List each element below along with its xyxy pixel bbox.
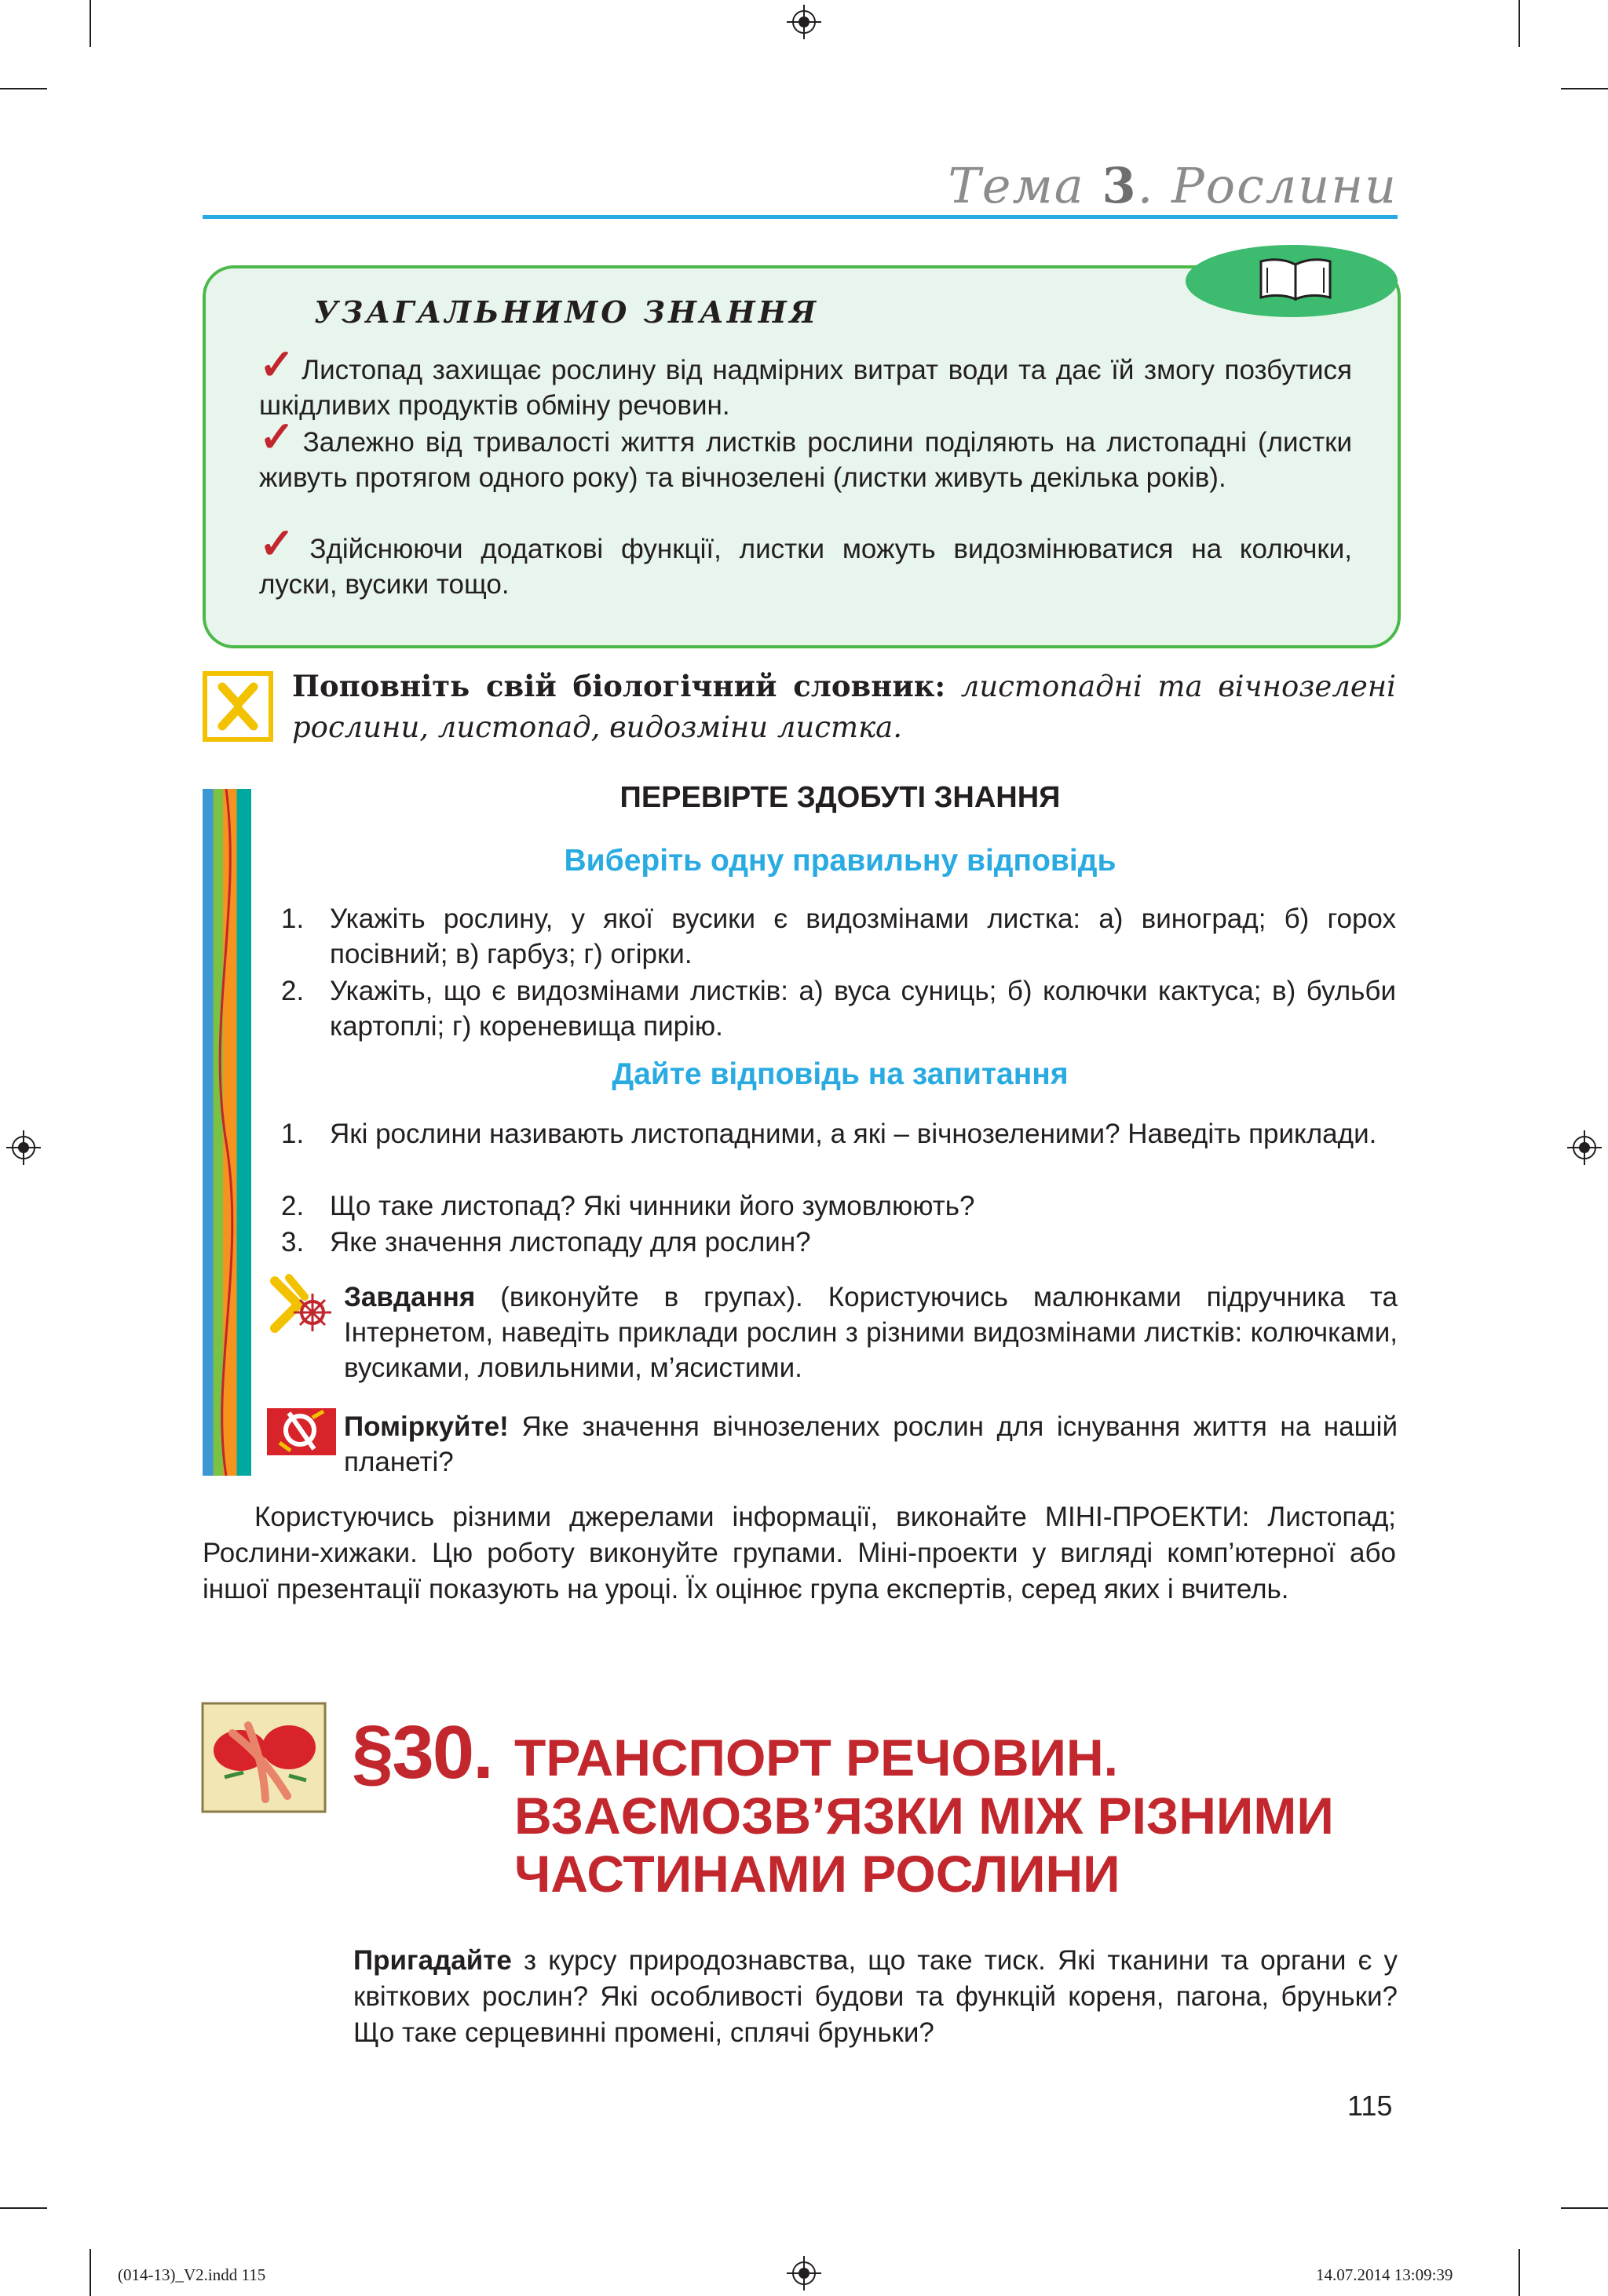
check-title: ПЕРЕВІРТЕ ЗДОБУТІ ЗНАННЯ — [619, 781, 1061, 814]
crop-mark — [1561, 2207, 1608, 2209]
summary-title: УЗАГАЛЬНИМО ЗНАННЯ — [314, 294, 820, 330]
summary-item: ✓ Листопад захищає рослину від надмірних витрат води та дає їй змогу позбутися шкідливих продуктів обміну речовин. — [259, 341, 1352, 421]
list-item: 1. Які рослини називають листопадними, а які – вічнозеленими? Наведіть приклади. — [281, 1119, 1377, 1149]
crop-mark — [0, 2207, 47, 2209]
decorative-stripe-wave — [203, 789, 251, 1476]
vocabulary-note — [292, 666, 1396, 748]
list-item: 2. Що таке листопад? Які чинники його зумовлюють? — [281, 1191, 975, 1221]
slug-file: (014-13)_V2.indd 115 — [118, 2265, 266, 2284]
choose-heading: Виберіть одну правильну відповідь — [564, 844, 1116, 878]
header-rule — [203, 215, 1398, 219]
section-title-line: ЧАСТИНАМИ РОСЛИНИ — [514, 1845, 1120, 1903]
slug-date: 14.07.2014 13:09:39 — [1316, 2265, 1453, 2284]
vocabulary-terms: листопадні та вічнозелені рослини, листопад, видозміни листка. — [292, 670, 1396, 744]
group-task: Завдання (виконуйте в групах). Користуючись малюнками підручника та Інтернетом, наведіть приклади рослин з різними видозмінами листків: колючками, вусиками, ловильними, м’ясистими. — [344, 1282, 1398, 1383]
check-icon: ✓ — [259, 520, 305, 568]
recall-label: Пригадайте — [353, 1945, 512, 1976]
summary-item: ✓ Здійснюючи додаткові функції, листки можуть видозмінюватися на колючки, луски, вусики тощо. — [259, 520, 1352, 600]
topic-header — [864, 157, 1398, 214]
list-item: 2. Укажіть, що є видозмінами листків: а) вуса суниць; б) колючки кактуса; в) бульби картоплі; г) кореневища пирію. — [281, 976, 1396, 1042]
registration-mark-icon — [787, 2256, 821, 2291]
list-item: 1. Укажіть рослину, у якої вусики є видозмінами листка: а) виноград; б) горох посівний; в) гарбуз; г) огірки. — [281, 903, 1396, 969]
crop-mark — [1518, 0, 1520, 47]
registration-mark-icon — [1567, 1130, 1602, 1165]
group-task-icon — [267, 1272, 333, 1338]
topic-number: 3 — [1102, 157, 1138, 214]
crop-mark — [90, 2249, 91, 2296]
dictionary-icon — [203, 671, 273, 742]
think-icon — [265, 1407, 338, 1457]
think-label: Поміркуйте! — [344, 1411, 509, 1442]
crop-mark — [0, 88, 47, 89]
project-paragraph: Користуючись різними джерелами інформації, виконайте МІНІ-ПРОЕКТИ: Листопад; Рослини-хижаки. Цю роботу виконуйте групами. Міні-проекти у вигляді комп’ютерної або іншої презентації показують на уроці. Їх оцінює група експертів, серед яких і вчитель. — [203, 1502, 1396, 1604]
topic-name: . Рослини — [1137, 157, 1398, 214]
section-title — [514, 1728, 1378, 1903]
section-title-line: ТРАНСПОРТ РЕЧОВИН. — [514, 1728, 1118, 1787]
check-icon: ✓ — [259, 341, 298, 389]
registration-mark-icon — [787, 5, 821, 39]
page-number: 115 — [1347, 2090, 1393, 2122]
answer-heading: Дайте відповідь на запитання — [612, 1057, 1069, 1091]
list-item: 3. Яке значення листопаду для рослин? — [281, 1227, 811, 1258]
book-icon — [1256, 255, 1335, 304]
flower-illustration — [201, 1702, 327, 1813]
registration-mark-icon — [6, 1130, 41, 1165]
crop-mark — [1561, 88, 1608, 89]
recall-paragraph: Пригадайте з курсу природознавства, що таке тиск. Які тканини та органи є у квіткових рослин? Які особливості будови та функцій кореня, пагона, бруньки? Що таке серцевинні промені, сплячі бруньки? — [353, 1945, 1398, 2048]
section-number: §30. — [352, 1710, 492, 1794]
crop-mark — [90, 0, 91, 47]
check-icon: ✓ — [259, 414, 298, 461]
crop-mark — [1518, 2249, 1520, 2296]
vocabulary-lead: Поповніть свій біологічний словник: — [292, 669, 946, 703]
summary-item: ✓ Залежно від тривалості життя листків рослини поділяють на листопадні (листки живуть протягом одного року) та вічнозелені (листки живуть декілька років). — [259, 414, 1352, 493]
topic-prefix: Тема — [948, 157, 1085, 214]
task-label: Завдання — [344, 1282, 476, 1312]
section-title-line: ВЗАЄМОЗВ’ЯЗКИ МІЖ РІЗНИМИ — [514, 1787, 1334, 1845]
think-task: Поміркуйте! Яке значення вічнозелених рослин для існування життя на нашій планеті? — [344, 1411, 1398, 1477]
